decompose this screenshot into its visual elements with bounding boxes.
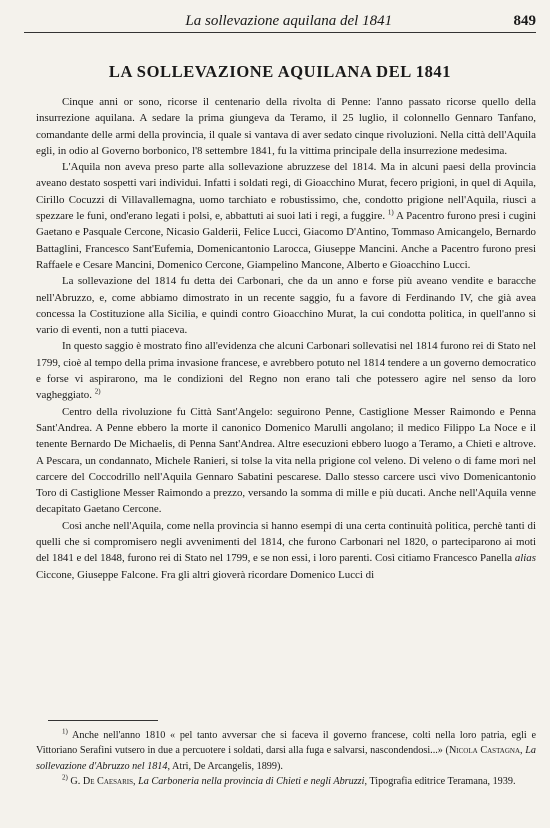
page-number: 849 — [513, 13, 536, 29]
footnote: $^{1)}$ Anche nell'anno 1810 « pel tanto avversar che si faceva il governo francese, colti nella loro patria, egli e Vittoriano Serafini vutsero in due a percuotere i soldati, darsi alla fuga e salvarsi, nascondendosi...» (Nicola Castagna, La sollevazione d'Abruzzo nel 1814, Atri, De Arcangelis, 1899). — [36, 727, 536, 772]
footnote-divider — [48, 720, 158, 721]
paragraph: Così anche nell'Aquila, come nella provincia si hanno esempi di una certa continuità politica, perchè tanti di quelli che si compromisero negli avvenimenti del 1814, che furono Carbonari nel 1820, o parteciparono ai moti del 1841 e del 1848, furono rei di Stato nel 1799, e se non essi, i loro parenti. Così citiamo Francesco Panella alias Ciccone, Giuseppe Falcone. Fra gli altri gioverà ricordare Domenico Lucci di — [36, 519, 536, 581]
footnote-marker: 1) — [62, 727, 68, 736]
paragraph: Centro della rivoluzione fu Città Sant'Angelo: seguirono Penne, Castiglione Messer Raimondo e Penna Sant'Andrea. A Penne ebbero la morte il canonico Domenico Marulli angolano; il medico Filippo La Noce e il tenente Bernardo De Michaelis, di Penna Sant'Andrea. Altre esecuzioni ebbero luogo a Teramo, a Chieti e altrove. A Pescara, un condannato, Michele Ranieri, si tolse la vita nella prigione col veleno. Di veleno o di fame morì nel carcere del Coccodrillo nell'Aquila Gennaro Sabatini pescarese. Dallo stesso carcere uscì vivo Domenicantonio Toro di Castiglione Messer Raimondo a prezzo, versando la somma di mille e più ducati. Anche nell'Aquila venne decapitato Gaetano Cercone. — [36, 405, 536, 516]
paragraph: L'Aquila non aveva preso parte alla sollevazione abruzzese del 1814. Ma in alcuni paesi della provincia aveano destato sospetti vari individui. Infatti i soldati regi, di Gioacchino Murat, fecero prigioni, in quel di Aquila, Cirillo Cocuzzi di Villavallemagna, uomo tarchiato e robustissimo, che, condotto prigione nell'Aquila, riuscì a spezzare le funi, ond'erano legati i polsi, e, abbattuti ai suoi lati i regi, a fuggire. $^{1)}$ A Pacentro furono presi i cugini Gaetano e Pasquale Cercone, Nicasio Galderii, Felice Lucci, Giacomo D'Antino, Tommaso Amicangelo, Bernardo Battaglini, Francesco Sant'Eufemia, Domenicantonio Larocca, Giuseppe Mancini. Anche a Pacentro furono presi Raffaele e Cesare Mancini, Domenico Cercone, Giampelino Mancone, Alberto e Gioacchino Lucci. — [36, 161, 536, 271]
footnote-ref[interactable]: 1) — [387, 208, 394, 217]
footnote-ref[interactable]: 2) — [94, 387, 101, 396]
footnote-marker: 2) — [62, 773, 68, 782]
paragraph: In questo saggio è mostrato fino all'evidenza che alcuni Carbonari sollevatisi nel 1814 furono rei di Stato nel 1799, cioè al tempo della prima invasione francese, e avrebbero potuto nel 1814 tendere a un governo democratico e forse vi aspirarono, ma le condizioni del Regno non erano tali che potessero agire nel senso da loro vagheggiato. $^{2)}$ — [36, 340, 536, 402]
footnote-work: La Carboneria nella provincia di Chieti e negli Abruzzi — [138, 776, 365, 788]
running-header — [24, 10, 536, 33]
article-title: LA SOLLEVAZIONE AQUILANA DEL 1841 — [108, 62, 452, 81]
footnote-author: Nicola Castagna — [448, 745, 521, 757]
footnote-work: La sollevazione d'Abruzzo nel 1814 — [36, 745, 536, 772]
paragraph: La sollevazione del 1814 fu detta dei Carbonari, che da un anno e forse più aveano vendite e baracche nell'Abruzzo, e, come abbiamo dimostrato in un recente saggio, fu a favore di Ferdinando IV, che già avea concessa la Costituzione alla Sicilia, e quindi contro Gioacchino Murat, la cui condotta politica, in quell'anno si vario di eventi, non a tutti piaceva. — [36, 275, 536, 337]
article-body — [36, 94, 536, 583]
footnotes — [36, 728, 536, 790]
footnote-author: G. De Caesaris — [70, 776, 133, 788]
footnote: $^{2)}$ G. De Caesaris, La Carboneria nella provincia di Chieti e negli Abruzzi, Tipografia editrice Teramana, 1939. — [62, 773, 516, 788]
italic-word: alias — [514, 552, 536, 565]
running-title: La sollevazione aquilana del 1841 — [185, 13, 393, 29]
paragraph: Cinque anni or sono, ricorse il centenario della rivolta di Penne: l'anno passato ricorse quello della insurrezione aquilana. A sedare la prima giungeva da Teramo, il 25 luglio, il colonnello Gennaro Tanfano, comandante delle armi della provincia, il quale si vantava di aver sedato cinque rivoluzioni. Nella città dell'Aquila egli, in odio al Governo borbonico, l'8 settembre 1841, fu la vittima principale della insurrezione medesima. — [36, 96, 536, 157]
